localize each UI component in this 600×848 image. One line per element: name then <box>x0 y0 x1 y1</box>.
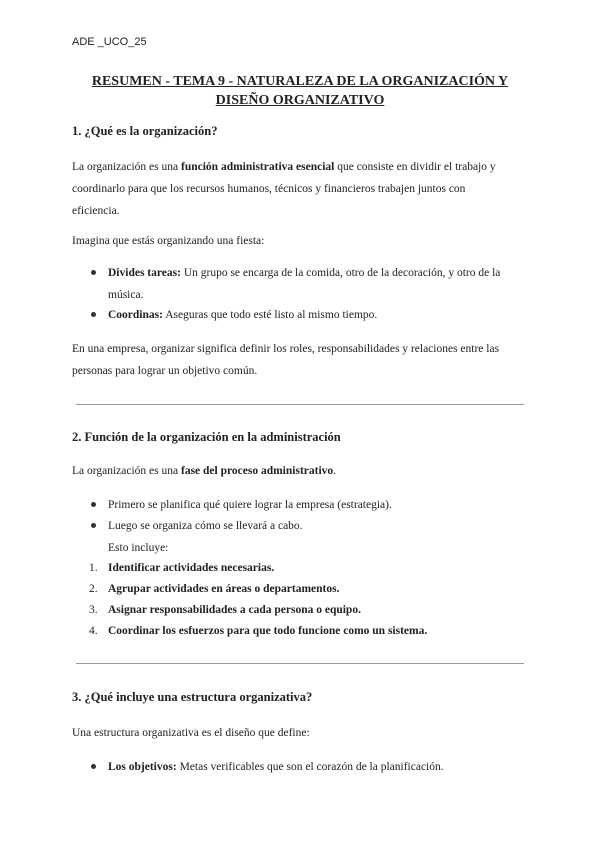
section-2-paragraph-1 <box>72 460 528 482</box>
s1-p3-line-2: personas para lograr un objetivo común. <box>72 365 258 377</box>
s1-b2-text: Aseguras que todo esté listo al mismo tiempo. <box>162 309 378 321</box>
s1-b1-text: Un grupo se encarga de la comida, otro de la decoración, y otro de la <box>180 267 501 279</box>
section-2-heading: 2. Función de la organización en la administración <box>72 430 341 444</box>
s1-b2-bold: Coordinas: <box>108 309 163 321</box>
s2-bullet-1 <box>108 494 528 516</box>
title-line-1: RESUMEN - TEMA 9 - NATURALEZA DE LA ORGANIZACIÓN Y <box>91 74 509 89</box>
section-3-paragraph-1: Una estructura organizativa es el diseño que define: <box>72 727 310 739</box>
list-item-text: Identificar actividades necesarias. <box>108 562 275 574</box>
bullet-dot-icon <box>91 502 96 507</box>
s2-p1-text: La organización es una <box>72 465 181 477</box>
s1-b1-line-2: música. <box>108 289 144 301</box>
list-item-text: Coordinar los esfuerzos para que todo funcione como un sistema. <box>108 625 428 637</box>
s2-bullet-2 <box>108 515 528 559</box>
bullet-dot-icon <box>91 312 96 317</box>
s1-p1-bold: función administrativa esencial <box>181 161 335 173</box>
s1-p1-line-2: coordinarlo para que los recursos humanos, técnicos y financieros trabajen juntos con <box>72 183 466 195</box>
s1-p3-line-1: En una empresa, organizar significa definir los roles, responsabilidades y relaciones entre las <box>72 343 500 355</box>
bullet-dot-icon <box>91 523 96 528</box>
list-number: 2. <box>89 583 98 595</box>
s1-bullet-1 <box>108 262 528 306</box>
list-number: 4. <box>89 625 98 637</box>
bullet-dot-icon <box>91 764 96 769</box>
s1-p1-text-end: que consiste en dividir el trabajo y <box>334 161 496 173</box>
list-number: 1. <box>89 562 98 574</box>
bullet-dot-icon <box>91 270 96 275</box>
s3-bullet-1 <box>108 756 528 778</box>
list-number: 3. <box>89 604 98 616</box>
title-line-2: DISEÑO ORGANIZATIVO <box>215 93 385 108</box>
page-header-code: ADE _UCO_25 <box>72 36 147 48</box>
list-item-text: Agrupar actividades en áreas o departamentos. <box>108 583 340 595</box>
s2-p1-bold: fase del proceso administrativo <box>181 465 334 477</box>
s1-b1-bold: Divides tareas: <box>108 267 181 279</box>
document-title <box>60 72 540 110</box>
list-item-text: Asignar responsabilidades a cada persona o equipo. <box>108 604 361 616</box>
section-divider <box>76 404 524 405</box>
s2-numbered-item-1 <box>89 557 528 579</box>
s3-b1-text: Metas verificables que son el corazón de la planificación. <box>176 761 444 773</box>
section-1-paragraph-2: Imagina que estás organizando una fiesta: <box>72 235 265 247</box>
s2-numbered-item-3 <box>89 599 528 621</box>
s3-b1-bold: Los objetivos: <box>108 761 177 773</box>
s1-bullet-2 <box>108 304 528 326</box>
s2-b2-sub: Esto incluye: <box>108 542 169 554</box>
section-1-paragraph-3 <box>72 338 528 382</box>
section-1-paragraph-1 <box>72 156 528 222</box>
s2-numbered-item-2 <box>89 578 528 600</box>
section-1-heading: 1. ¿Qué es la organización? <box>72 124 218 138</box>
s2-numbered-item-4 <box>89 620 528 642</box>
s2-b1-text: Primero se planifica qué quiere lograr la empresa (estrategia). <box>108 499 392 511</box>
s1-p1-line-3: eficiencia. <box>72 205 120 217</box>
section-3-heading: 3. ¿Qué incluye una estructura organizativa? <box>72 690 313 704</box>
section-divider <box>76 663 524 664</box>
s2-p1-end: . <box>333 465 337 477</box>
s1-p1-text: La organización es una <box>72 161 181 173</box>
s2-b2-text: Luego se organiza cómo se llevará a cabo. <box>108 520 303 532</box>
